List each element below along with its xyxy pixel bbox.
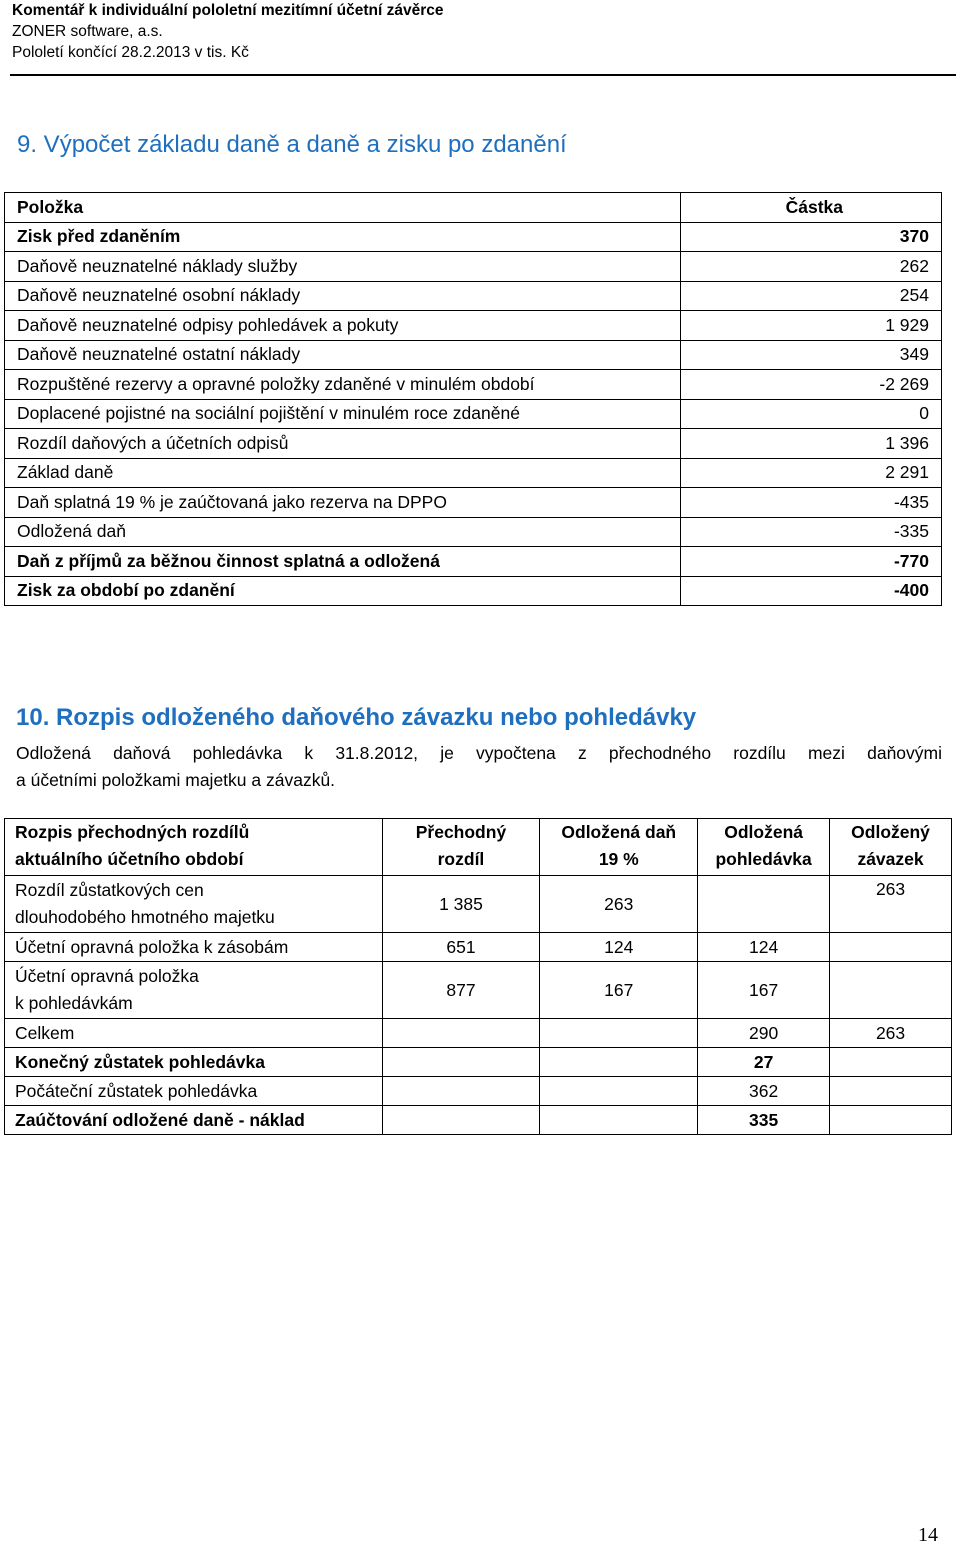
page-number: 14	[918, 1524, 938, 1546]
cell-deferred-tax	[540, 1106, 698, 1135]
column-header-difference	[382, 819, 540, 876]
tax-calculation-table	[4, 192, 942, 606]
table-row	[5, 962, 952, 1019]
row-label: Daňově neuznatelné osobní náklady	[5, 281, 681, 311]
row-label: Doplacené pojistné na sociální pojištění v minulém roce zdaněné	[5, 399, 681, 429]
cell-difference	[382, 1048, 540, 1077]
row-label	[5, 962, 383, 1019]
cell-deferred-claim: 335	[698, 1106, 830, 1135]
row-value: -435	[681, 488, 942, 518]
row-label: Daňově neuznatelné odpisy pohledávek a pokuty	[5, 311, 681, 341]
header-divider	[10, 74, 956, 76]
table-row	[5, 222, 942, 252]
table-row	[5, 370, 942, 400]
section-10-heading: 10. Rozpis odloženého daňového závazku nebo pohledávky	[16, 704, 697, 731]
row-label: Počáteční zůstatek pohledávka	[5, 1077, 383, 1106]
row-label: Zisk před zdaněním	[5, 222, 681, 252]
row-value: 370	[681, 222, 942, 252]
row-label: Účetní opravná položka k zásobám	[5, 933, 383, 962]
cell-deferred-liability	[830, 1077, 952, 1106]
row-label: Odložená daň	[5, 517, 681, 547]
label-line: k pohledávkám	[15, 993, 133, 1013]
cell-deferred-claim: 124	[698, 933, 830, 962]
report-period: Pololetí končící 28.2.2013 v tis. Kč	[12, 44, 249, 61]
column-header-breakdown	[5, 819, 383, 876]
row-value: -335	[681, 517, 942, 547]
header-line: Rozpis přechodných rozdílů	[15, 822, 250, 842]
table-row	[5, 399, 942, 429]
table-header-row	[5, 193, 942, 223]
table-row	[5, 876, 952, 933]
table-row	[5, 429, 942, 459]
paragraph-line-2: a účetními položkami majetku a závazků.	[16, 770, 336, 790]
deferred-tax-table	[4, 818, 952, 1135]
label-line: dlouhodobého hmotného majetku	[15, 907, 275, 927]
cell-difference	[382, 1106, 540, 1135]
header-line: Odložená daň	[561, 822, 677, 842]
cell-deferred-claim: 167	[698, 962, 830, 1019]
cell-deferred-claim: 362	[698, 1077, 830, 1106]
label-line: Rozdíl zůstatkových cen	[15, 880, 204, 900]
row-label: Základ daně	[5, 458, 681, 488]
table-row	[5, 1077, 952, 1106]
row-label: Zaúčtování odložené daně - náklad	[5, 1106, 383, 1135]
table-row	[5, 340, 942, 370]
cell-difference: 1 385	[382, 876, 540, 933]
page-header	[12, 0, 956, 63]
row-label: Daň splatná 19 % je zaúčtovaná jako rezerva na DPPO	[5, 488, 681, 518]
table-row	[5, 311, 942, 341]
row-label: Daňově neuznatelné ostatní náklady	[5, 340, 681, 370]
row-label: Zisk za období po zdanění	[5, 576, 681, 606]
row-value: -2 269	[681, 370, 942, 400]
row-value: 349	[681, 340, 942, 370]
table-row	[5, 1019, 952, 1048]
table-row	[5, 547, 942, 577]
cell-deferred-tax	[540, 1077, 698, 1106]
row-value: 254	[681, 281, 942, 311]
column-header-item: Položka	[5, 193, 681, 223]
cell-difference	[382, 1077, 540, 1106]
column-header-deferred-liability	[830, 819, 952, 876]
header-line: 19 %	[598, 849, 639, 869]
cell-deferred-claim	[698, 876, 830, 933]
cell-deferred-liability	[830, 1106, 952, 1135]
table-row	[5, 1048, 952, 1077]
table-row	[5, 252, 942, 282]
row-value: 262	[681, 252, 942, 282]
row-label	[5, 876, 383, 933]
table-header-row	[5, 819, 952, 876]
section-10-paragraph	[16, 740, 942, 794]
cell-difference	[382, 1019, 540, 1048]
cell-difference: 651	[382, 933, 540, 962]
header-line: Přechodný	[415, 822, 507, 842]
row-label: Rozpuštěné rezervy a opravné položky zdaněné v minulém období	[5, 370, 681, 400]
row-value: 0	[681, 399, 942, 429]
cell-deferred-liability	[830, 1048, 952, 1077]
cell-difference: 877	[382, 962, 540, 1019]
header-line: Odložená	[724, 822, 804, 842]
column-header-amount: Částka	[681, 193, 942, 223]
label-line: Účetní opravná položka	[15, 966, 199, 986]
cell-deferred-tax: 167	[540, 962, 698, 1019]
row-value: -770	[681, 547, 942, 577]
table-row	[5, 488, 942, 518]
table-row	[5, 281, 942, 311]
report-title: Komentář k individuální pololetní mezitímní účetní závěrce	[12, 2, 444, 19]
cell-deferred-claim: 27	[698, 1048, 830, 1077]
paragraph-line-1: Odložená daňová pohledávka k 31.8.2012, je vypočtena z přechodného rozdílu mezi daňovými	[16, 743, 942, 763]
column-header-deferred-claim	[698, 819, 830, 876]
header-line: aktuálního účetního období	[15, 849, 244, 869]
row-value: 1 929	[681, 311, 942, 341]
table-row	[5, 458, 942, 488]
cell-deferred-tax: 263	[540, 876, 698, 933]
cell-deferred-liability	[830, 962, 952, 1019]
cell-deferred-tax: 124	[540, 933, 698, 962]
header-line: závazek	[857, 849, 924, 869]
header-line: pohledávka	[715, 849, 812, 869]
row-label: Celkem	[5, 1019, 383, 1048]
cell-deferred-claim: 290	[698, 1019, 830, 1048]
column-header-deferred-tax	[540, 819, 698, 876]
table-row	[5, 1106, 952, 1135]
row-value: 2 291	[681, 458, 942, 488]
company-name: ZONER software, a.s.	[12, 23, 163, 40]
row-label: Daňově neuznatelné náklady služby	[5, 252, 681, 282]
row-label: Rozdíl daňových a účetních odpisů	[5, 429, 681, 459]
cell-deferred-liability: 263	[830, 1019, 952, 1048]
row-label: Daň z příjmů za běžnou činnost splatná a odložená	[5, 547, 681, 577]
cell-deferred-liability: 263	[830, 876, 952, 933]
header-line: Odložený	[851, 822, 930, 842]
row-value: -400	[681, 576, 942, 606]
row-value: 1 396	[681, 429, 942, 459]
cell-deferred-tax	[540, 1019, 698, 1048]
cell-deferred-liability	[830, 933, 952, 962]
section-9-heading: 9. Výpočet základu daně a daně a zisku po zdanění	[17, 131, 567, 158]
table-row	[5, 517, 942, 547]
table-row	[5, 933, 952, 962]
row-label: Konečný zůstatek pohledávka	[5, 1048, 383, 1077]
cell-deferred-tax	[540, 1048, 698, 1077]
header-line: rozdíl	[437, 849, 485, 869]
table-row	[5, 576, 942, 606]
